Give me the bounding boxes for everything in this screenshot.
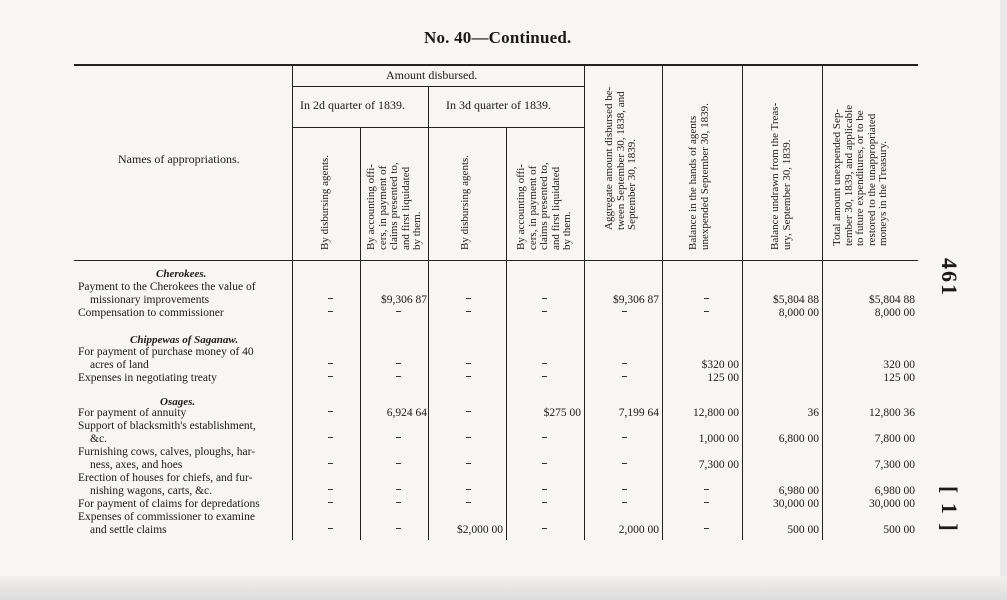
cell-value: 320 00 (883, 359, 915, 371)
empty-cell-dash (622, 502, 627, 503)
cell-value: 125 00 (883, 372, 915, 384)
page-number: 461 (937, 258, 962, 297)
row-label: nishing wagons, carts, &c. (90, 485, 213, 497)
row-label: &c. (90, 433, 107, 445)
empty-cell-dash (466, 489, 471, 490)
cell-value: 1,000 00 (698, 433, 739, 445)
col-rule (584, 64, 585, 540)
cell-value: 500 00 (787, 524, 819, 536)
row-label: For payment of claims for depredations (78, 498, 260, 510)
row-label: Compensation to commissioner (78, 307, 224, 319)
empty-cell-dash (542, 311, 547, 312)
cell-value: 500 00 (883, 524, 915, 536)
cell-value: 12,800 36 (869, 407, 915, 419)
balance-agents-header: Balance in the hands of agents unexpended September 30, 1839. (687, 103, 711, 250)
empty-cell-dash (466, 437, 471, 438)
empty-cell-dash (396, 437, 401, 438)
empty-cell-dash (542, 437, 547, 438)
empty-cell-dash (396, 311, 401, 312)
empty-cell-dash (542, 528, 547, 529)
cell-value: $320 00 (701, 359, 739, 371)
row-label: Expenses in negotiating treaty (78, 372, 217, 384)
cell-value: 7,300 00 (874, 459, 915, 471)
table-top-rule (74, 64, 918, 66)
empty-cell-dash (622, 376, 627, 377)
empty-cell-dash (396, 363, 401, 364)
section-osages: Osages. (160, 396, 196, 408)
empty-cell-dash (328, 502, 333, 503)
empty-cell-dash (704, 489, 709, 490)
empty-cell-dash (466, 376, 471, 377)
cell-value: $5,804 88 (773, 294, 819, 306)
page-title: No. 40—Continued. (424, 28, 572, 47)
empty-cell-dash (704, 311, 709, 312)
empty-cell-dash (622, 463, 627, 464)
empty-cell-dash (328, 463, 333, 464)
empty-cell-dash (328, 363, 333, 364)
cell-value: 8,000 00 (874, 307, 915, 319)
empty-cell-dash (328, 298, 333, 299)
row-label: Furnishing cows, calves, ploughs, har- (78, 446, 256, 458)
empty-cell-dash (328, 411, 333, 412)
empty-cell-dash (622, 489, 627, 490)
empty-cell-dash (542, 463, 547, 464)
balance-undrawn-header: Balance undrawn from the Treas- ury, September 30, 1839. (769, 102, 793, 250)
empty-cell-dash (542, 502, 547, 503)
cell-value: 7,199 64 (618, 407, 659, 419)
cell-value: 30,000 00 (773, 498, 819, 510)
quarter-rule (292, 127, 584, 128)
row-label: For payment of purchase money of 40 (78, 346, 254, 358)
cell-value: $9,306 87 (381, 294, 427, 306)
section-cherokees: Cherokees. (156, 268, 207, 280)
empty-cell-dash (328, 528, 333, 529)
empty-cell-dash (466, 411, 471, 412)
cell-value: 8,000 00 (778, 307, 819, 319)
cell-value: $275 00 (543, 407, 581, 419)
cell-value: 6,980 00 (778, 485, 819, 497)
col-rule (742, 64, 743, 540)
empty-cell-dash (466, 502, 471, 503)
agents-q3-header: By disbursing agents. (459, 154, 471, 250)
empty-cell-dash (396, 463, 401, 464)
cell-value: 125 00 (707, 372, 739, 384)
empty-cell-dash (704, 502, 709, 503)
cell-value: 2,000 00 (618, 524, 659, 536)
cell-value: 36 (807, 407, 819, 419)
row-label: missionary improvements (90, 294, 210, 306)
empty-cell-dash (466, 298, 471, 299)
cell-value: 6,800 00 (778, 433, 819, 445)
q3-header: In 3d quarter of 1839. (446, 98, 551, 112)
aggregate-header: Aggregate amount disbursed be- tween September 30, 1838, and September 30, 1839. (603, 86, 638, 230)
empty-cell-dash (704, 298, 709, 299)
amount-rule (292, 86, 584, 87)
cell-value: 12,800 00 (693, 407, 739, 419)
cell-value: 30,000 00 (869, 498, 915, 510)
col-rule (506, 127, 507, 540)
empty-cell-dash (328, 376, 333, 377)
row-label: and settle claims (90, 524, 167, 536)
empty-cell-dash (396, 376, 401, 377)
cell-value: 7,800 00 (874, 433, 915, 445)
col-rule (292, 64, 293, 540)
header-bottom-rule (74, 260, 918, 261)
empty-cell-dash (396, 489, 401, 490)
empty-cell-dash (542, 298, 547, 299)
col-rule (662, 64, 663, 540)
cell-value: 6,980 00 (874, 485, 915, 497)
cell-value: 7,300 00 (698, 459, 739, 471)
row-label: ness, axes, and hoes (90, 459, 183, 471)
empty-cell-dash (542, 363, 547, 364)
page-edge (0, 576, 1007, 600)
row-label: Expenses of commissioner to examine (78, 511, 255, 523)
empty-cell-dash (396, 528, 401, 529)
q2-header: In 2d quarter of 1839. (300, 98, 405, 112)
empty-cell-dash (466, 311, 471, 312)
row-label: Support of blacksmith's establishment, (78, 420, 256, 432)
officers-q3-header: By accounting offi- cers, in payment of claims presented to, and first liquidated by them. (515, 162, 573, 250)
row-label: acres of land (90, 359, 149, 371)
total-header: Total amount unexpended Sep- tember 30, 1839, and applicable to future expenditures, or to be restored to the unappropriated moneys in the Treasury. (831, 104, 889, 246)
names-header: Names of appropriations. (118, 152, 240, 166)
empty-cell-dash (466, 363, 471, 364)
empty-cell-dash (328, 437, 333, 438)
empty-cell-dash (542, 376, 547, 377)
row-label: Erection of houses for chiefs, and fur- (78, 472, 253, 484)
empty-cell-dash (396, 502, 401, 503)
empty-cell-dash (466, 463, 471, 464)
col-rule (822, 64, 823, 540)
document-bracket: [ 1 ] (937, 486, 962, 533)
empty-cell-dash (328, 489, 333, 490)
cell-value: 6,924 64 (386, 407, 427, 419)
col-rule (360, 127, 361, 540)
empty-cell-dash (542, 489, 547, 490)
cell-value: $5,804 88 (869, 294, 915, 306)
col-rule (428, 86, 429, 540)
cell-value: $9,306 87 (613, 294, 659, 306)
empty-cell-dash (622, 363, 627, 364)
amount-disbursed-header: Amount disbursed. (386, 68, 478, 82)
empty-cell-dash (622, 311, 627, 312)
row-label: For payment of annuity (78, 407, 187, 419)
cell-value: $2,000 00 (457, 524, 503, 536)
empty-cell-dash (328, 311, 333, 312)
empty-cell-dash (622, 437, 627, 438)
officers-q2-header: By accounting offi- cers, in payment of claims presented to, and first liquidated by them. (365, 162, 423, 250)
section-chippewas: Chippewas of Saganaw. (130, 334, 239, 346)
empty-cell-dash (704, 528, 709, 529)
agents-q2-header: By disbursing agents. (319, 154, 331, 250)
row-label: Payment to the Cherokees the value of (78, 281, 256, 293)
